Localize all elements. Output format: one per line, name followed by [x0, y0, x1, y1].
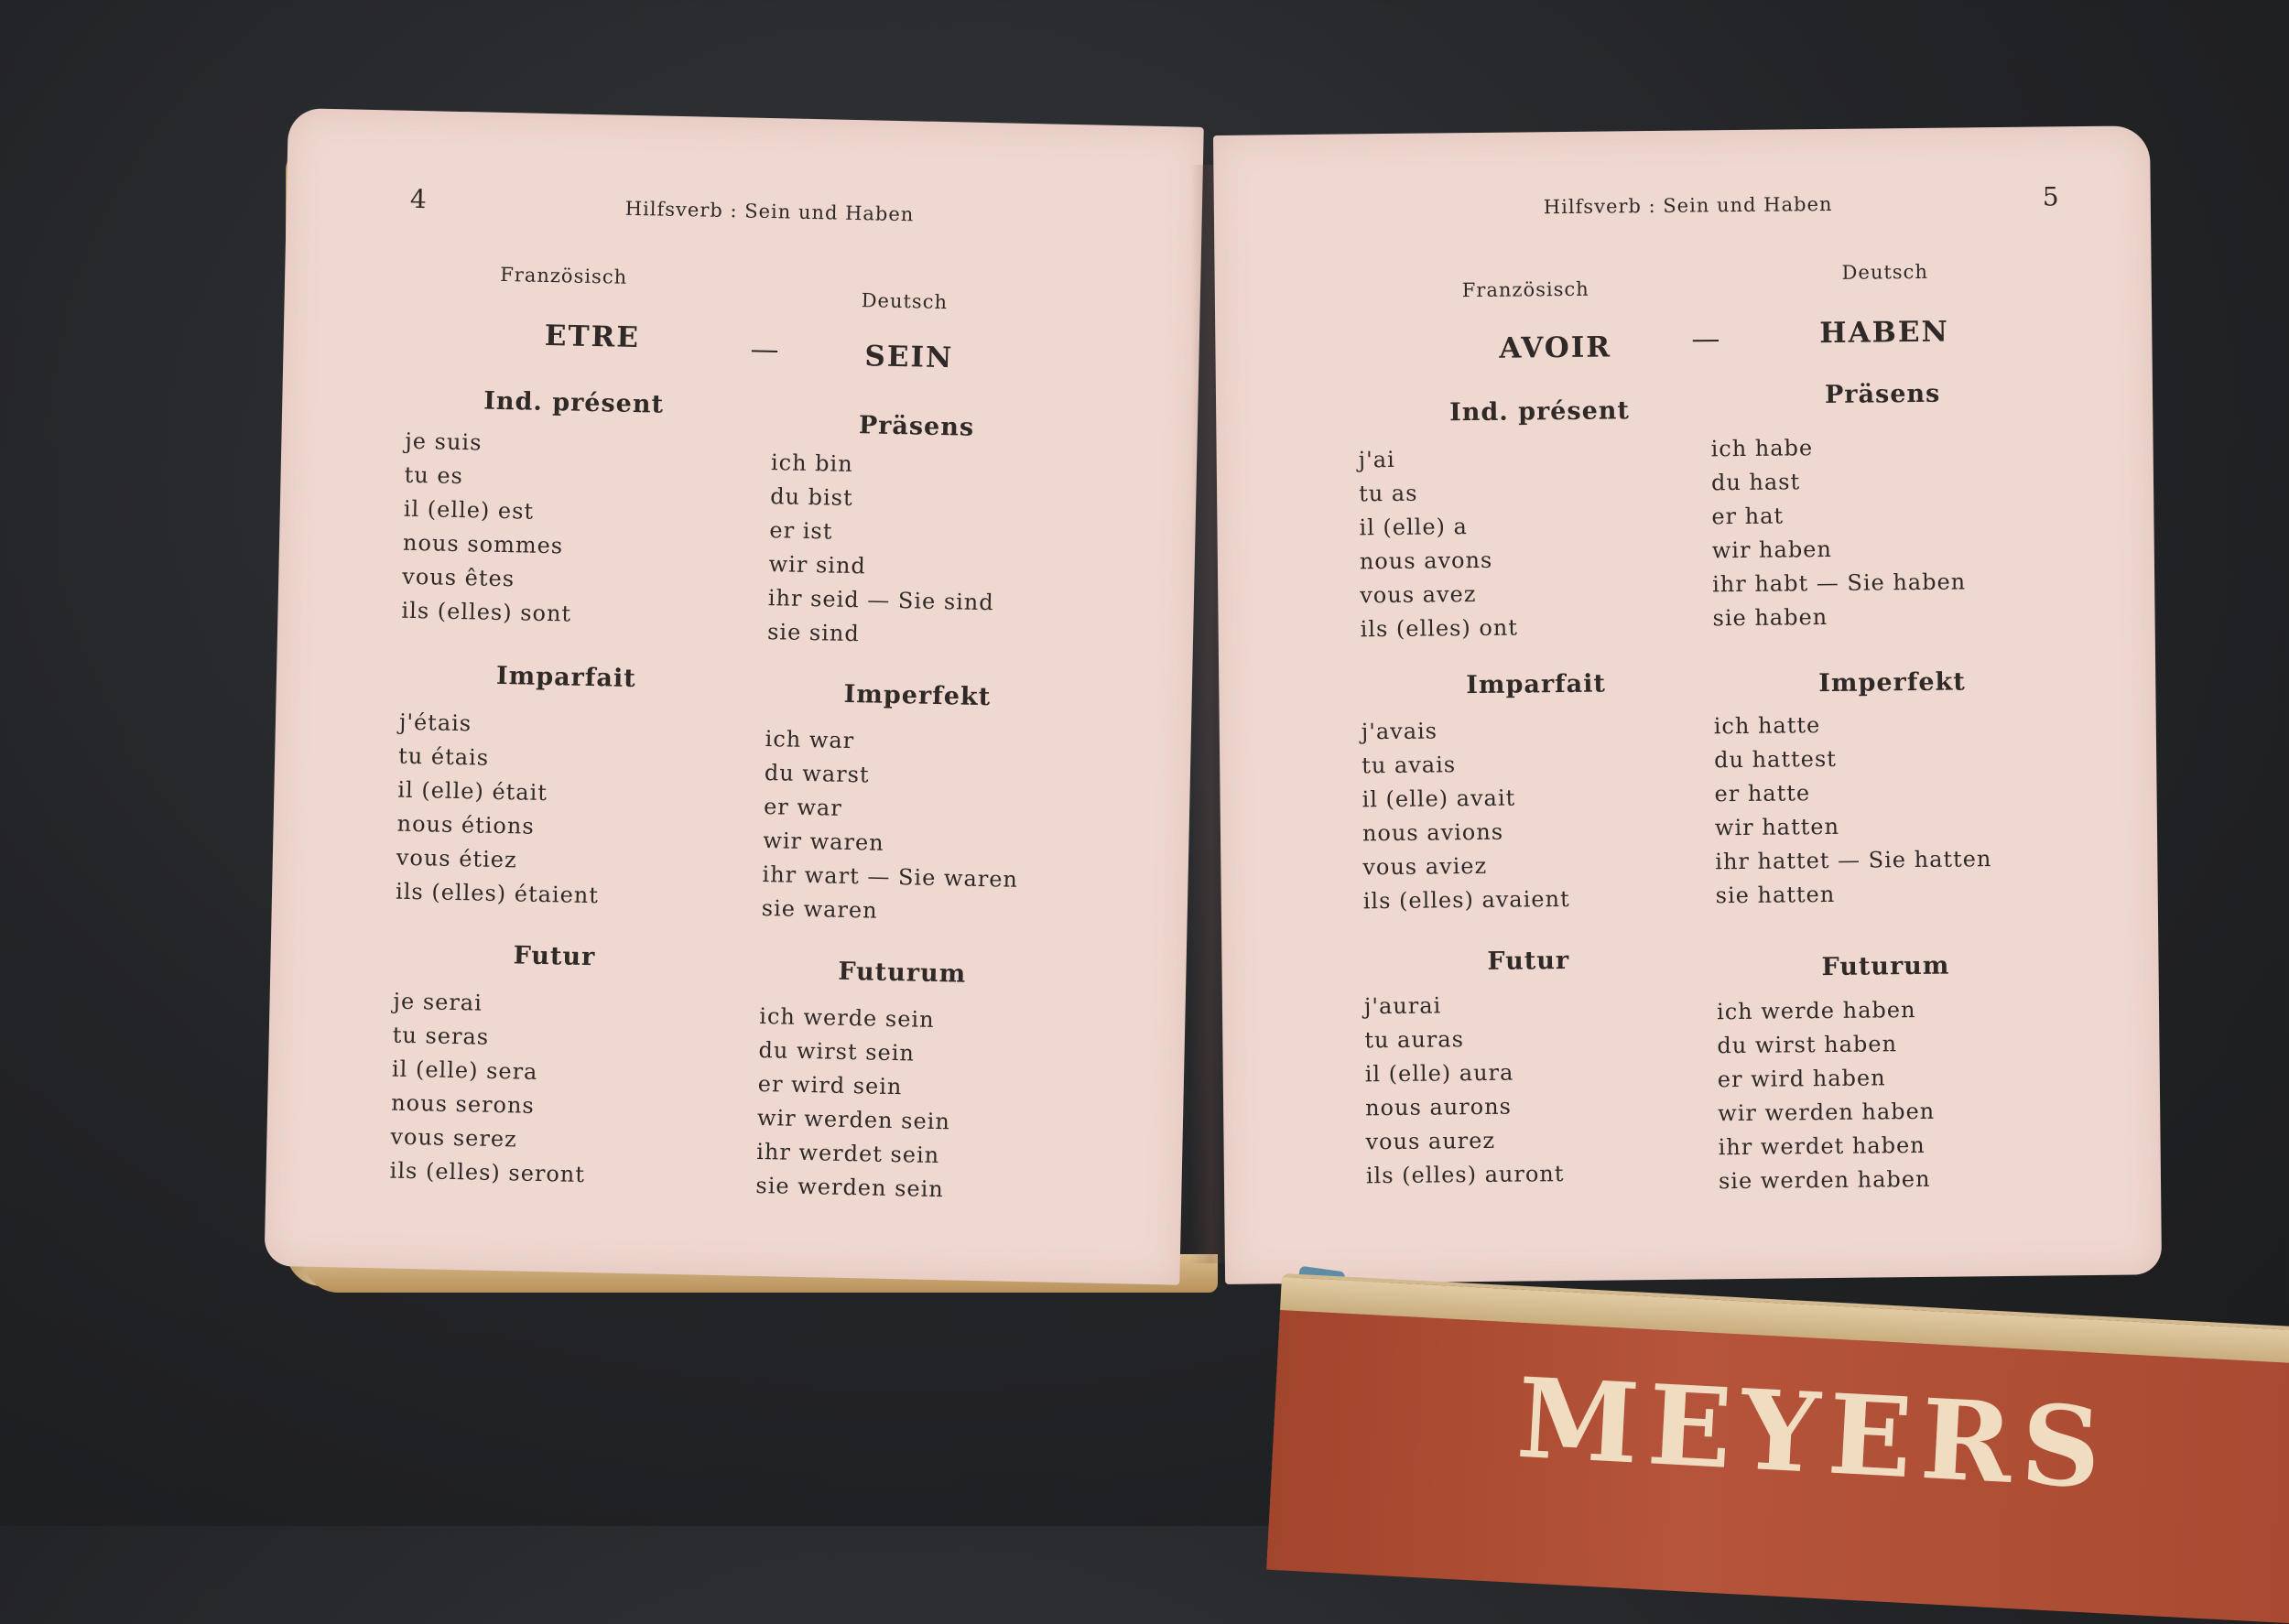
conjugation-line: vous êtes — [402, 563, 515, 592]
lang-label-german: Deutsch — [1841, 260, 1929, 284]
conjugation-list-german — [1717, 993, 1936, 1198]
conjugation-list-french — [1361, 713, 1570, 918]
conjugation-line: ich werde sein — [759, 1002, 935, 1033]
conjugation-line: wir haben — [1711, 536, 1833, 564]
conjugation-line: sie waren — [761, 895, 878, 924]
conjugation-line: il (elle) était — [397, 776, 548, 807]
conjugation-line: sie sind — [766, 619, 861, 647]
tense-heading-french: Imparfait — [1466, 669, 1607, 700]
conjugation-line: il (elle) sera — [391, 1056, 538, 1085]
conjugation-list-german — [767, 446, 997, 654]
conjugation-line: er wird sein — [757, 1070, 903, 1100]
tense-heading-german: Futurum — [1821, 951, 1950, 982]
conjugation-list-german — [1710, 429, 1966, 635]
verb-french: ETRE — [544, 319, 641, 355]
verb-dash: — — [750, 332, 779, 367]
conjugation-line: er ist — [769, 517, 833, 545]
conjugation-line: sie werden haben — [1718, 1165, 1931, 1195]
lang-label-french: Französisch — [499, 263, 628, 288]
conjugation-line: ihr wart — Sie waren — [762, 861, 1019, 893]
conjugation-line: vous avez — [1360, 581, 1477, 609]
conjugation-line: vous étiez — [396, 844, 517, 873]
conjugation-line: wir sind — [768, 551, 867, 579]
conjugation-list-french — [389, 985, 589, 1192]
conjugation-line: nous étions — [396, 810, 535, 839]
page-number: 4 — [409, 183, 428, 215]
tense-heading-german: Präsens — [858, 411, 975, 442]
conjugation-line: j'ai — [1358, 446, 1395, 473]
conjugation-line: ihr hattet — Sie hatten — [1715, 846, 1992, 875]
conjugation-line: je suis — [405, 428, 483, 456]
conjugation-line: ihr seid — Sie sind — [767, 585, 994, 616]
conjugation-line: wir werden haben — [1718, 1098, 1936, 1127]
tense-heading-german: Imperfekt — [1818, 667, 1966, 698]
conjugation-line: j'étais — [398, 709, 472, 737]
conjugation-list-french — [1364, 988, 1565, 1193]
tense-heading-french: Ind. présent — [1449, 396, 1631, 428]
conjugation-line: il (elle) avait — [1361, 785, 1516, 813]
conjugation-line: ihr habt — Sie haben — [1712, 568, 1967, 598]
page-header: Hilfsverb : Sein und Haben — [624, 197, 915, 226]
cover-title: MEYERS — [1513, 1353, 2113, 1514]
conjugation-list-french — [401, 425, 575, 632]
left-page — [265, 108, 1204, 1285]
conjugation-line: du warst — [764, 760, 870, 788]
conjugation-line: wir waren — [763, 828, 884, 856]
meyers-book-cover — [1266, 1277, 2289, 1624]
page-number: 5 — [2042, 181, 2059, 212]
conjugation-line: du bist — [769, 483, 853, 512]
conjugation-line: ich werde haben — [1716, 997, 1916, 1025]
conjugation-line: er hat — [1711, 503, 1785, 530]
conjugation-line: tu seras — [392, 1022, 490, 1050]
verb-german: HABEN — [1819, 315, 1949, 351]
conjugation-line: ils (elles) auront — [1365, 1161, 1565, 1189]
verb-dash: — — [1691, 322, 1720, 356]
lang-label-french: Französisch — [1461, 277, 1589, 302]
right-page — [1213, 125, 2162, 1284]
conjugation-line: wir hatten — [1714, 813, 1840, 841]
tense-heading-french: Futur — [1487, 946, 1570, 976]
tense-heading-french: Ind. présent — [483, 386, 665, 419]
conjugation-line: nous aurons — [1364, 1093, 1513, 1121]
conjugation-line: ils (elles) ont — [1360, 614, 1519, 643]
tense-heading-french: Futur — [513, 941, 596, 972]
conjugation-line: j'avais — [1361, 718, 1438, 745]
conjugation-line: tu avais — [1361, 752, 1457, 779]
conjugation-line: je serai — [393, 988, 483, 1016]
conjugation-line: vous aviez — [1362, 852, 1488, 881]
conjugation-list-german — [1714, 707, 1992, 913]
conjugation-line: ils (elles) seront — [389, 1157, 586, 1188]
conjugation-list-german — [755, 1000, 952, 1207]
conjugation-line: nous serons — [390, 1089, 536, 1119]
conjugation-line: ils (elles) étaient — [395, 878, 600, 909]
conjugation-line: du hattest — [1714, 745, 1837, 774]
conjugation-line: ich hatte — [1713, 712, 1821, 740]
conjugation-line: nous avions — [1361, 818, 1504, 847]
conjugation-line: ich bin — [770, 449, 853, 477]
conjugation-line: il (elle) est — [403, 495, 535, 525]
conjugation-line: il (elle) a — [1359, 514, 1469, 541]
conjugation-line: nous avons — [1359, 547, 1493, 575]
conjugation-list-german — [761, 722, 1021, 931]
verb-german: SEIN — [864, 340, 954, 375]
cover-top-strip — [1280, 1277, 2289, 1364]
conjugation-line: sie haben — [1712, 604, 1828, 632]
tense-heading-german: Präsens — [1824, 379, 1941, 410]
conjugation-line: er war — [763, 794, 843, 821]
page-header: Hilfsverb : Sein und Haben — [1543, 192, 1833, 219]
tense-heading-german: Imperfekt — [843, 679, 992, 712]
conjugation-list-french — [1359, 442, 1519, 647]
conjugation-line: j'aurai — [1363, 992, 1442, 1020]
conjugation-line: ihr werdet haben — [1718, 1131, 1926, 1161]
conjugation-list-french — [396, 706, 602, 914]
tense-heading-german: Futurum — [838, 957, 967, 989]
conjugation-line: il (elle) aura — [1364, 1059, 1514, 1088]
conjugation-line: sie werden sein — [755, 1172, 945, 1203]
conjugation-line: wir werden sein — [756, 1104, 951, 1135]
verb-french: AVOIR — [1499, 330, 1612, 365]
conjugation-line: vous aurez — [1365, 1127, 1496, 1155]
conjugation-line: tu as — [1358, 480, 1418, 507]
tense-heading-french: Imparfait — [495, 661, 636, 694]
conjugation-line: ich war — [765, 726, 855, 754]
conjugation-line: vous serez — [390, 1123, 518, 1153]
conjugation-line: tu auras — [1364, 1026, 1465, 1054]
conjugation-line: tu es — [404, 461, 464, 490]
lang-label-german: Deutsch — [861, 289, 949, 314]
conjugation-line: er hatte — [1714, 780, 1811, 807]
conjugation-line: er wird haben — [1717, 1065, 1886, 1093]
conjugation-line: du wirst sein — [758, 1036, 916, 1066]
conjugation-line: du wirst haben — [1717, 1031, 1898, 1059]
conjugation-line: du hast — [1710, 469, 1801, 496]
conjugation-line: ihr werdet sein — [755, 1138, 940, 1169]
conjugation-line: nous sommes — [402, 529, 564, 559]
conjugation-line: ils (elles) sont — [401, 597, 572, 627]
conjugation-line: tu étais — [397, 742, 490, 771]
conjugation-line: sie hatten — [1715, 881, 1836, 909]
conjugation-line: ils (elles) avaient — [1362, 885, 1570, 915]
conjugation-line: ich habe — [1710, 435, 1814, 462]
